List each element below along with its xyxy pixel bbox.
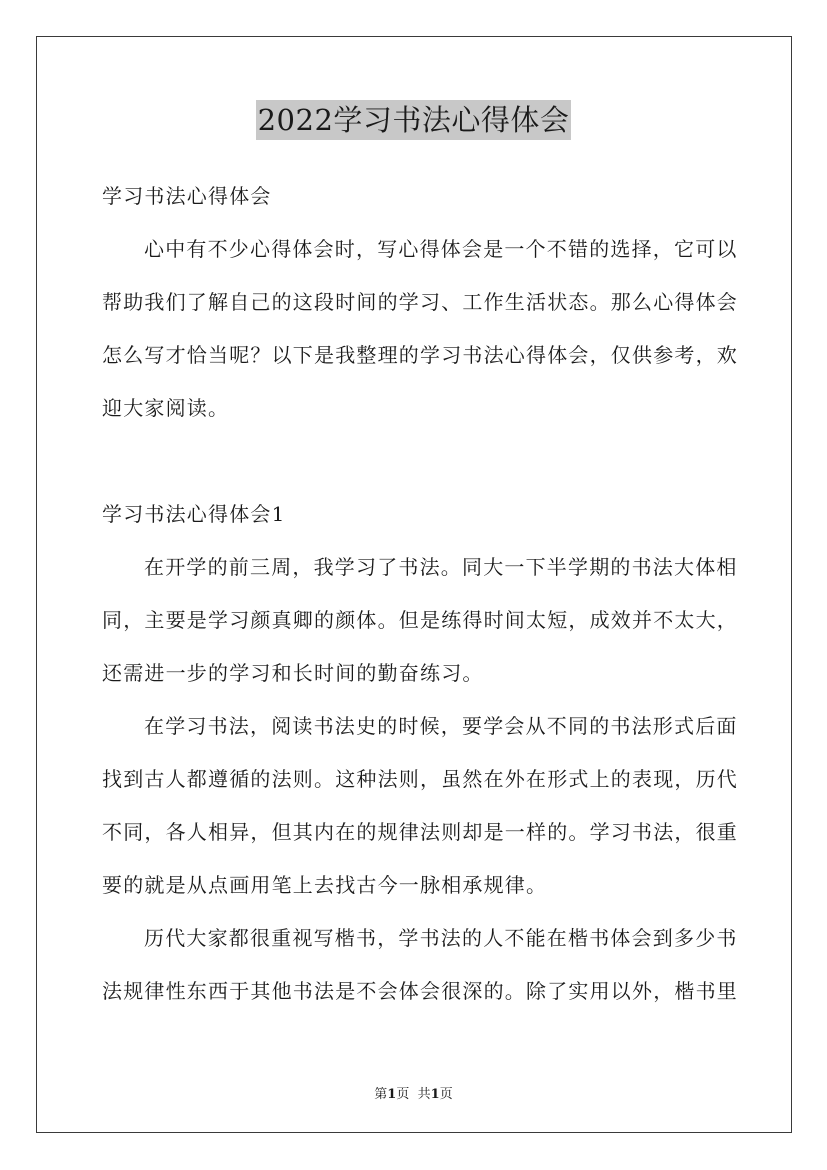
- section-heading: 学习书法心得体会1: [102, 502, 286, 526]
- paragraph-line: 法规律性东西于其他书法是不会体会很深的。除了实用以外，楷书里: [102, 979, 738, 1003]
- footer-page-suffix: 页: [396, 1087, 410, 1102]
- paragraph-line: 在开学的前三周，我学习了书法。同大一下半学期的书法大体相: [144, 555, 738, 579]
- footer-total-suffix: 页: [439, 1087, 453, 1102]
- paragraph-line: 不同，各人相异，但其内在的规律法则却是一样的。学习书法，很重: [102, 820, 738, 844]
- blank-line: [102, 435, 726, 488]
- paragraph-line: 在学习书法，阅读书法史的时候，要学会从不同的书法形式后面: [144, 714, 738, 738]
- footer-total-number: 1: [430, 1087, 440, 1102]
- footer-page-number: 1: [387, 1087, 397, 1102]
- page-footer: [0, 1083, 827, 1102]
- paragraph-line: 还需进一步的学习和长时间的勤奋练习。: [102, 661, 484, 685]
- paragraph-line: 历代大家都很重视写楷书，学书法的人不能在楷书体会到多少书: [144, 926, 738, 950]
- document-title: 2022学习书法心得体会: [256, 100, 572, 140]
- paragraph-line: 找到古人都遵循的法则。这种法则，虽然在外在形式上的表现，历代: [102, 767, 738, 791]
- footer-page-prefix: 第: [374, 1087, 388, 1102]
- footer-total-prefix: 共: [417, 1087, 431, 1102]
- paragraph-line: 同，主要是学习颜真卿的颜体。但是练得时间太短，成效并不太大，: [102, 608, 738, 632]
- intro-line: 怎么写才恰当呢？以下是我整理的学习书法心得体会，仅供参考，欢: [102, 343, 738, 367]
- document-subtitle: 学习书法心得体会: [102, 184, 272, 208]
- intro-line: 迎大家阅读。: [102, 396, 230, 420]
- document-body: [102, 170, 738, 1018]
- intro-line: 心中有不少心得体会时，写心得体会是一个不错的选择，它可以: [144, 237, 738, 261]
- intro-line: 帮助我们了解自己的这段时间的学习、工作生活状态。那么心得体会: [102, 290, 738, 314]
- paragraph-line: 要的就是从点画用笔上去找古今一脉相承规律。: [102, 873, 548, 897]
- document-title-wrapper: [0, 100, 827, 140]
